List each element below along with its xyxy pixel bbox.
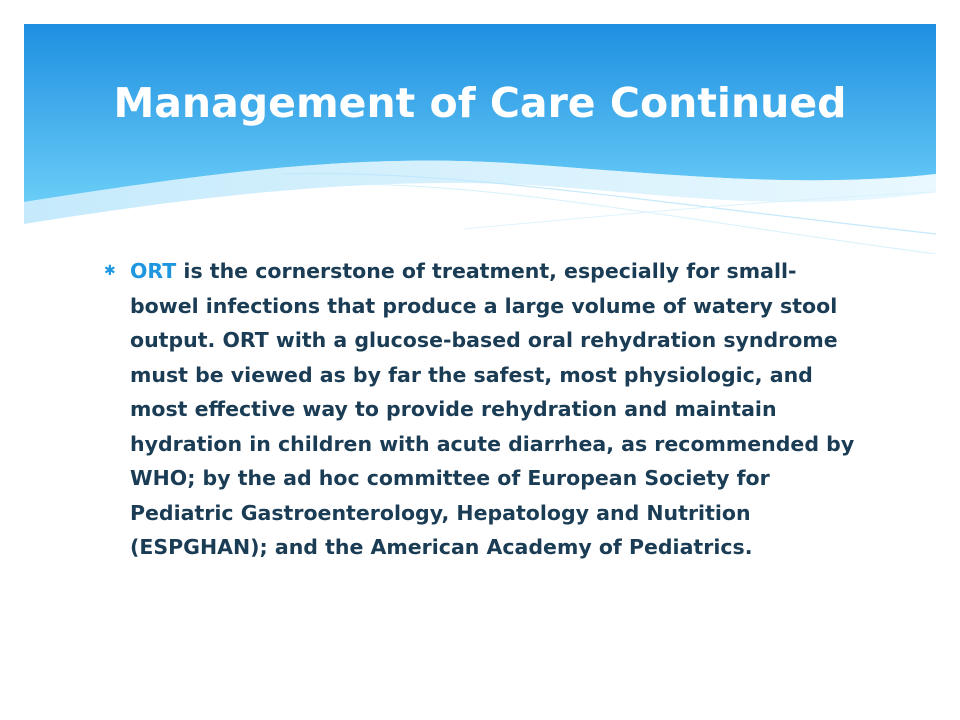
bullet-lead-term: ORT xyxy=(130,259,177,283)
header-banner xyxy=(24,24,936,254)
bullet-list xyxy=(104,254,864,565)
bullet-item xyxy=(104,254,864,565)
asterisk-bullet-icon: ✱ xyxy=(104,263,116,279)
wave-banner-graphic xyxy=(24,24,936,254)
slide-title: Management of Care Continued xyxy=(113,79,847,127)
bullet-text: is the cornerstone of treatment, especially for small-bowel infections that produce a large volume of watery stool output. ORT with a glucose-based oral rehydration syndrome must be viewed as by far the safest, most physiologic, and most effective way to provide rehydration and maintain hydration in children with acute diarrhea, as recommended by WHO; by the ad hoc committee of European Society for Pediatric Gastroenterology, Hepatology and Nutrition (ESPGHAN); and the American Academy of Pediatrics. xyxy=(130,259,855,559)
